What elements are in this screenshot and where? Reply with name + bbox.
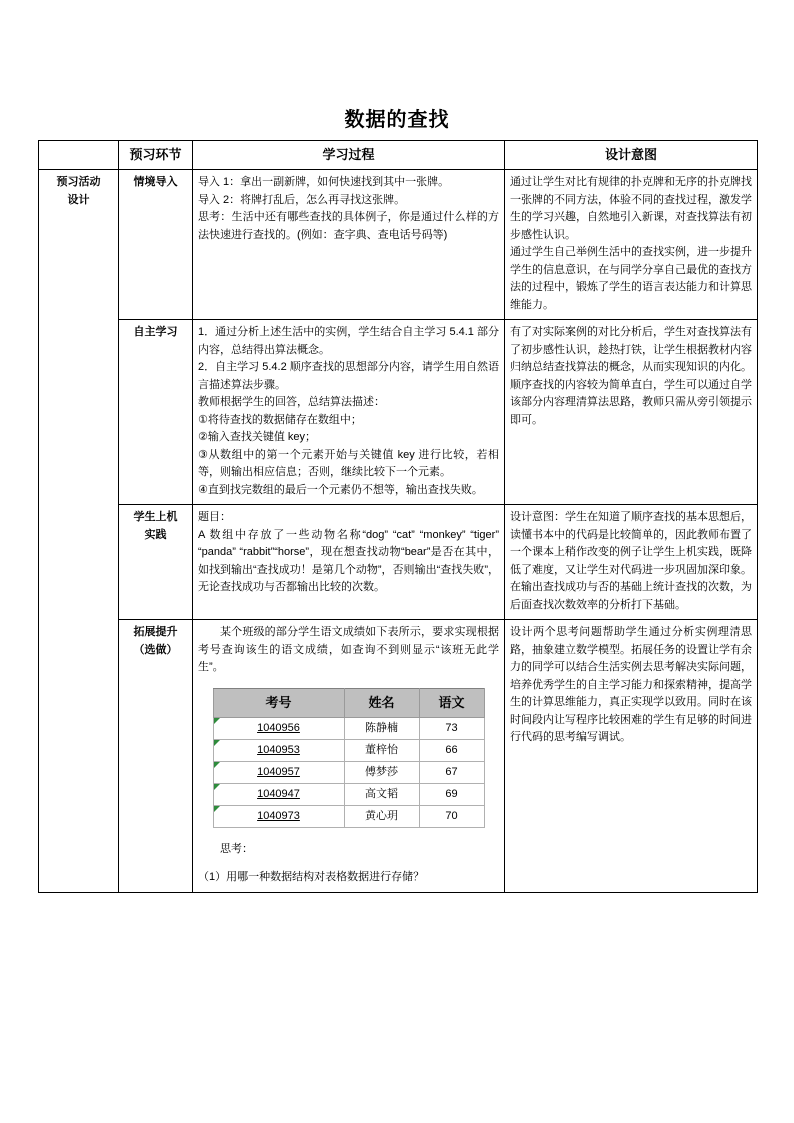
score-cell-score: 73 (419, 717, 484, 739)
process-line: ①将待查找的数据储存在数组中； (198, 413, 362, 426)
link-cell-hands-on-practice (119, 505, 193, 620)
intent-cell-self-study (505, 320, 758, 505)
process-cell-hands-on-practice (193, 505, 505, 620)
intent-paragraph: 设计意图：学生在知道了顺序查找的基本思想后，读懂书本中的代码是比较简单的，因此教师布置了一个课本上稍作改变的例子让学生上机实践，既降低了难度，又让学生对代码进一步巩固加深印象。在输出查找成功与否的基础上统计查找的次数，为后面查找次数效率的分析打下基础。 (510, 511, 752, 611)
score-cell-score: 69 (419, 783, 484, 805)
link-label-sub: 实践 (144, 528, 167, 541)
column-header-link: 预习环节 (119, 141, 193, 170)
table-header-row (39, 141, 758, 170)
score-cell-id: 1040953 (213, 739, 344, 761)
score-cell-score: 67 (419, 761, 484, 783)
intent-paragraph: 顺序查找的内容较为简单直白，学生可以通过自学该部分内容理清算法思路，教师只需从旁引领提示即可。 (510, 378, 752, 426)
score-column-header-id: 考号 (213, 688, 344, 717)
score-column-header-name: 姓名 (344, 688, 419, 717)
stage-label-cell (39, 170, 119, 893)
score-cell-id: 1040973 (213, 805, 344, 827)
score-cell-name: 傅梦莎 (344, 761, 419, 783)
link-label: 情境导入 (133, 176, 178, 188)
column-header-blank (39, 141, 119, 170)
score-row (213, 739, 484, 761)
process-cell-extension (193, 620, 505, 893)
score-row (213, 717, 484, 739)
process-line: 思考：生活中还有哪些查找的具体例子，你是通过什么样的方法快速进行查找的。(例如：查字典、查电话号码等) (198, 211, 499, 241)
think-block (198, 841, 499, 887)
link-cell-self-study (119, 320, 193, 505)
think-question: （1）用哪一种数据结构对表格数据进行存储？ (198, 871, 425, 883)
process-line: ③从数组中的第一个元素开始与关键值 key 进行比较，若相等，则输出相应信息；否则，继续比较下一个元素。 (198, 448, 499, 478)
process-line: ②输入查找关键值 key； (198, 431, 317, 443)
table-row (39, 505, 758, 620)
table-row (39, 320, 758, 505)
score-cell-id: 1040956 (213, 717, 344, 739)
page-title: 数据的查找 (344, 109, 450, 132)
intent-paragraph: 有了对实际案例的对比分析后，学生对查找算法有了初步感性认识，趁热打铁，让学生根据教材内容归纳总结查找算法的概念，从而实现知识的内化。 (510, 326, 752, 373)
process-line: 1．通过分析上述生活中的实例，学生结合自主学习 5.4.1 部分内容，总结得出算法概念。 (198, 326, 499, 356)
process-line: 题目： (198, 511, 231, 523)
intent-cell-situation-intro (505, 170, 758, 320)
intent-paragraph: 通过学生自己举例生活中的查找实例，进一步提升学生的信息意识，在与同学分享自己最优的查找方法的过程中，锻炼了学生的语言表达能力和计算思维能力。 (510, 246, 752, 311)
process-line: 某个班级的部分学生语文成绩如下表所示，要求实现根据考号查询该生的语文成绩，如查询不到则显示“该班无此学生”。 (198, 626, 499, 673)
table-row (39, 620, 758, 893)
score-cell-name: 黄心玥 (344, 805, 419, 827)
score-row (213, 761, 484, 783)
score-cell-score: 66 (419, 739, 484, 761)
score-row (213, 805, 484, 827)
process-line: 导入 1：拿出一副新牌，如何快速找到其中一张牌。 (198, 176, 450, 188)
score-column-header-chinese: 语文 (419, 688, 484, 717)
process-line: 2．自主学习 5.4.2 顺序查找的思想部分内容，请学生用自然语言描述算法步骤。 (198, 361, 499, 391)
link-cell-extension (119, 620, 193, 893)
score-cell-name: 陈静楠 (344, 717, 419, 739)
score-cell-name: 董梓怡 (344, 739, 419, 761)
intent-cell-extension (505, 620, 758, 893)
score-cell-id: 1040947 (213, 783, 344, 805)
process-cell-self-study (193, 320, 505, 505)
intent-cell-hands-on-practice (505, 505, 758, 620)
link-cell-situation-intro (119, 170, 193, 320)
stage-label-line2: 设计 (67, 193, 90, 206)
process-line: 教师根据学生的回答，总结算法描述： (198, 396, 385, 408)
think-label: 思考： (220, 842, 253, 855)
score-cell-id: 1040957 (213, 761, 344, 783)
process-cell-situation-intro (193, 170, 505, 320)
column-header-process: 学习过程 (193, 141, 505, 170)
link-label: 拓展提升 (133, 626, 178, 638)
link-label-sub: （选做） (133, 643, 178, 656)
link-label: 自主学习 (133, 326, 178, 338)
column-header-intent: 设计意图 (505, 141, 758, 170)
table-row (39, 170, 758, 320)
score-header-row (213, 688, 484, 717)
score-cell-score: 70 (419, 805, 484, 827)
lesson-plan-table (38, 140, 758, 893)
stage-label-line1: 预习活动 (56, 176, 101, 188)
link-label: 学生上机 (133, 511, 178, 523)
intent-paragraph: 设计两个思考问题帮助学生通过分析实例理清思路，抽象建立数学模型。拓展任务的设置让学有余力的同学可以结合生活实例去思考解决实际问题，培养优秀学生的自主学习能力和探索精神，提高学生的计算思维能力，真正实现学以致用。同时在该时间段内让写程序比较困难的学生有足够的时间进行代码的思考编写调试。 (510, 626, 752, 743)
process-line: 导入 2：将牌打乱后，怎么再寻找这张牌。 (198, 193, 406, 206)
process-line: A 数组中存放了一些动物名称“dog” “cat” “monkey” “tiger” “panda” “rabbit”“horse”，现在想查找动物“bear”是否在其中，如找到输出“查找成功！是第几个动物”，否则输出“查找失败”，无论查找成功与否都输出比较的次数。 (198, 528, 499, 593)
student-score-table (213, 688, 485, 828)
process-line: ④直到找完数组的最后一个元素仍不想等，输出查找失败。 (198, 483, 483, 496)
score-row (213, 783, 484, 805)
student-score-table-wrapper (198, 688, 499, 828)
intent-paragraph: 通过让学生对比有规律的扑克牌和无序的扑克牌找一张牌的不同方法，体验不同的查找过程，激发学生的学习兴趣，自然地引入新课，对查找算法有初步感性认识。 (510, 176, 752, 241)
score-cell-name: 高文韬 (344, 783, 419, 805)
